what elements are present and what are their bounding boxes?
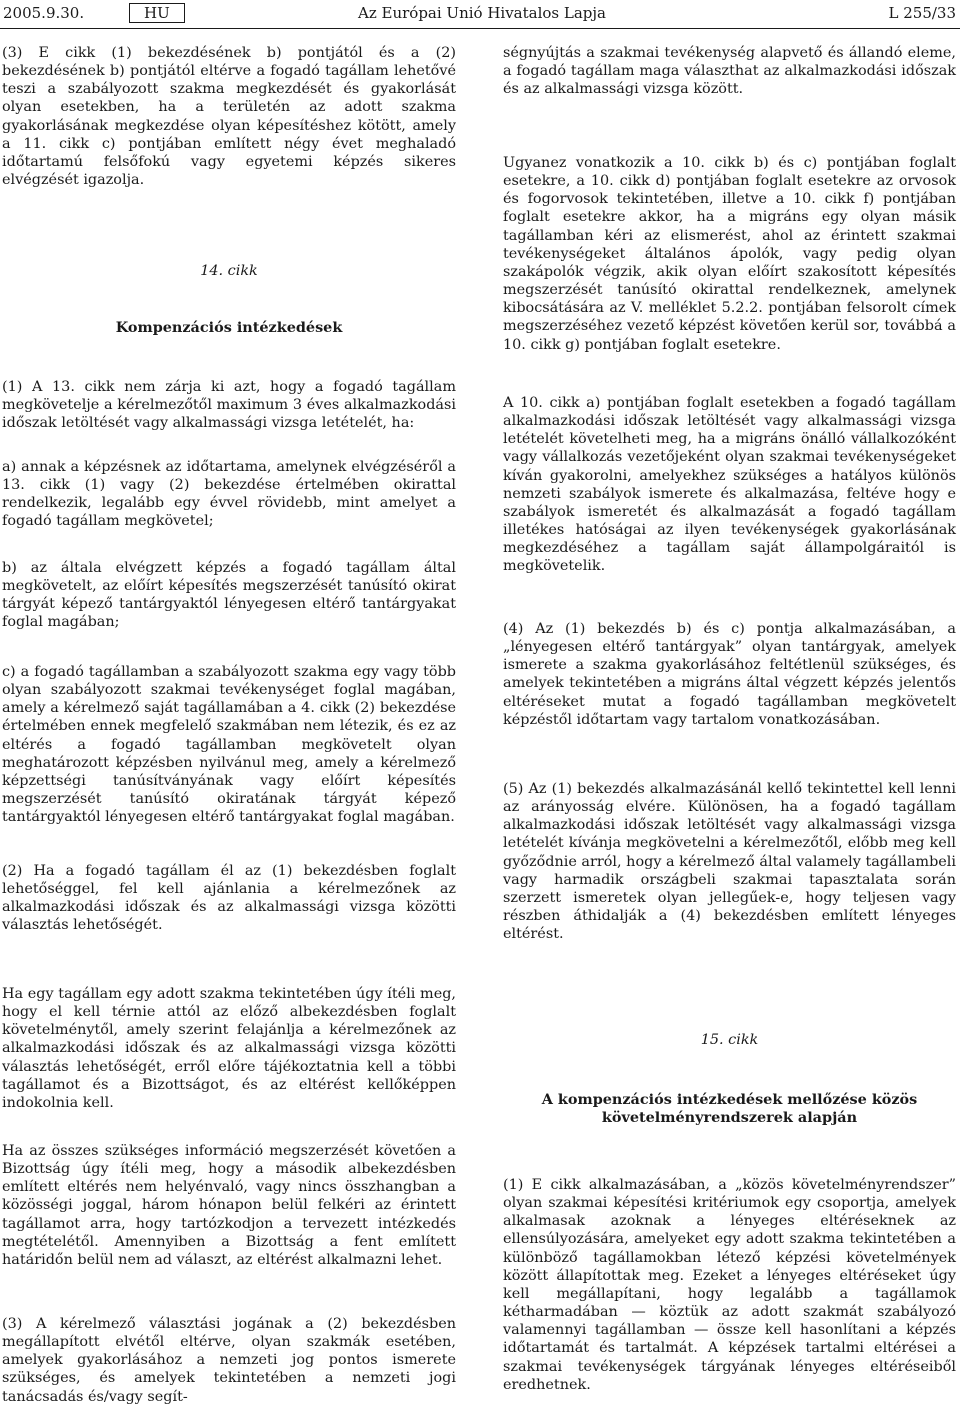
article-15-number: 15. cikk — [700, 1032, 759, 1048]
article-14-number: 14. cikk — [200, 263, 258, 279]
art14-point-b: b) az általa elvégzett képzés a fogadó tagállam által megkövetelt, az előírt képesítés megszerzését tanúsító okirat tárgyát képező tantárgyaktól lényegesen eltérő tantárgyakat foglal magában; — [2, 560, 456, 631]
publication-date: 2005.9.30. — [3, 4, 85, 22]
art15-paragraph-1: (1) E cikk alkalmazásában, a „közös követelményrendszer” olyan szakmai képesítési kritériumok egy csoportja, amelyek alkalmasak azoknak a lényeges eltéréseknek az ellensúlyozására, amelyeket egy adott szakma tekintetében a különböző tagállamokban létező képzési követelmények között állapítottak meg. Ezeket a lényeges eltéréseket úgy kell megállapítani, hogy legalább a tagállamok kétharmadában — köztük az adott szakmát szabályozó valamennyi tagállamban — össze kell hasonlítani a képzés időtartamát és tartalmát. A képzések tartalmi eltérései a szakmai tevékenységek tárgyának lényeges eltéréseiből eredhetnek. — [503, 1177, 956, 1393]
right-paragraph-article10a: A 10. cikk a) pontjában foglalt esetekben a fogadó tagállam alkalmazkodási időszak letöltését vagy alkalmassági vizsga letételét követelheti meg, ha a migráns önálló vállalkozóként vagy vállalkozás vezetőjeként olyan szakmai tevékenységeket kíván gyakorolni, amelyekhez szükséges a hatályos különös nemzeti szabályok ismerete és alkalmazása, feltéve hogy e szabályok ismeretét és alkalmazását a fogadó tagállam illetékes hatóságai az ilyen tevékenységek gyakorlásának megkezdéséhez a tagállam saját állampolgáraitól is megkövetelik. — [503, 395, 956, 575]
article-14-title: Kompenzációs intézkedések — [115, 319, 343, 336]
art14-paragraph-5: (5) Az (1) bekezdés alkalmazásánál kellő tekintettel kell lenni az arányosság elvére. Különösen, ha a fogadó tagállam alkalmazkodási időszak letöltését vagy alkalmassági vizsga letételét kívánja megkövetelni a kérelmezőtől, előbb meg kell győződnie arról, hogy a kérelmező által valamely tagállambeli vagy harmadik országbeli szakmai tapasztalata során szerzett ismeretek olyan jellegűek-e, hogy teljesen vagy részben áthidalják a (4) bekezdésben említett lényeges eltérést. — [503, 781, 956, 943]
header-rule — [0, 28, 960, 29]
page-header — [0, 2, 960, 28]
art14-paragraph-3: (3) A kérelmező választási jogának a (2) bekezdésben megállapított elvétől eltérve, olyan szakmák esetében, amelyek gyakorlásához a nemzeti jog pontos ismerete szükséges, és amelyek tekintetében a nemzeti jogi tanácsadás és/vagy segít- — [2, 1316, 456, 1405]
art14-paragraph-4: (4) Az (1) bekezdés b) és c) pontja alkalmazásában, a „lényegesen eltérő tantárgyak” olyan tantárgyak, amelyek ismerete a szakma gyakorlásához feltétlenül szükséges, és amelyek tekintetében a migráns által végzett képzés jelentős eltéréseket mutat a fogadó tagállamban megkövetelt képzéstől időtartam vagy tartalom vonatkozásában. — [503, 621, 956, 728]
left-paragraph-3: (3) E cikk (1) bekezdésének b) pontjától és a (2) bekezdésének b) pontjától eltérve a fogadó tagállam lehetővé teszi a szabályozott szakma megkezdését és gyakorlását olyan esetekben, ha a területén az adott szakma gyakorlásának megkezdése olyan képesítéshez kötött, amely a 11. cikk c) pontjában említett négy évet meghaladó időtartamú felsőfokú vagy egyetemi képzés sikeres elvégzését igazolja. — [2, 45, 456, 189]
journal-title: Az Európai Unió Hivatalos Lapja — [358, 4, 606, 22]
art14-paragraph-1: (1) A 13. cikk nem zárja ki azt, hogy a fogadó tagállam megkövetelje a kérelmezőtől maximum 3 éves alkalmazkodási időszak letöltését vagy alkalmassági vizsga letételét, ha: — [2, 379, 456, 432]
language-code: HU — [129, 3, 185, 23]
right-continuation: ségnyújtás a szakmai tevékenység alapvető és állandó eleme, a fogadó tagállam maga választhat az alkalmazkodási időszak és az alkalmassági vizsga között. — [503, 45, 956, 98]
art14-point-c: c) a fogadó tagállamban a szabályozott szakma egy vagy több olyan szabályozott szakmai tevékenységet foglal magában, amely a kérelmező saját tagállamában a 4. cikk (2) bekezdése értelmében ennek megfelelő szakmában nem létezik, és ez az eltérés a fogadó tagállamban megkövetelt olyan meghatározott képzésben nyilvánul meg, amely a kérelmező képzettségi tanúsítványának vagy előírt képesítés megszerzését tanúsító okiratának tárgyát képező tantárgyaktól lényegesen eltérő tantárgyakat foglal magában. — [2, 664, 456, 826]
article-15-title: A kompenzációs intézkedések mellőzése közös követelményrendszerek alapján — [541, 1091, 918, 1127]
page-reference: L 255/33 — [888, 4, 956, 22]
art14-paragraph-2-sub2: Ha egy tagállam egy adott szakma tekintetében úgy ítéli meg, hogy el kell térnie attól az előző albekezdésben foglalt követelménytől, amely szerint felajánlja a kérelmezőnek az alkalmazkodási időszak és az alkalmassági vizsga közötti választás lehetőségét, erről előre tájékoztatnia kell a többi tagállamot és a Bizottságot, és az eltérést kellőképpen indokolnia kell. — [2, 986, 456, 1111]
right-paragraph-cases: Ugyanez vonatkozik a 10. cikk b) és c) pontjában foglalt esetekre, a 10. cikk d) pontjában foglalt esetekre az orvosok és fogorvosok tekintetében, illetve a 10. cikk f) pontjában foglalt esetekre akkor, ha a migráns egy olyan másik tagállamban kéri az elismerést, ahol az érintett szakmai tevékenységeket általános ápolók, vagy pedig olyan szakápolók végzik, akik olyan előírt szakosított képesítés megszerzését tanúsító okirattal rendelkeznek, amelynek kibocsátására az V. melléklet 5.2.2. pontjában felsorolt címek megszerzéséhez vezető képzést követően kerül sor, továbbá a 10. cikk g) pontjában foglalt esetekre. — [503, 155, 956, 353]
art14-paragraph-2: (2) Ha a fogadó tagállam él az (1) bekezdésben foglalt lehetőséggel, fel kell ajánlania a kérelmezőnek az alkalmazkodási időszak és az alkalmassági vizsga közötti választás lehetőségét. — [2, 863, 456, 934]
art14-paragraph-2-sub3: Ha az összes szükséges információ megszerzését követően a Bizottság úgy ítéli meg, hogy a második albekezdésben említett eltérés nem helyénvaló, vagy nincs összhangban a közösségi joggal, három hónapon belül felkéri az érintett tagállamot arra, hogy tartózkodjon a tervezett intézkedés megtételétől. Amennyiben a Bizottság a fent említett határidőn belül nem ad választ, az eltérést alkalmazni lehet. — [2, 1143, 456, 1268]
art14-point-a: a) annak a képzésnek az időtartama, amelynek elvégzéséről a 13. cikk (1) vagy (2) bekezdése értelmében okirattal rendelkezik, legalább egy évvel rövidebb, mint amelyet a fogadó tagállam megkövetel; — [2, 459, 456, 530]
